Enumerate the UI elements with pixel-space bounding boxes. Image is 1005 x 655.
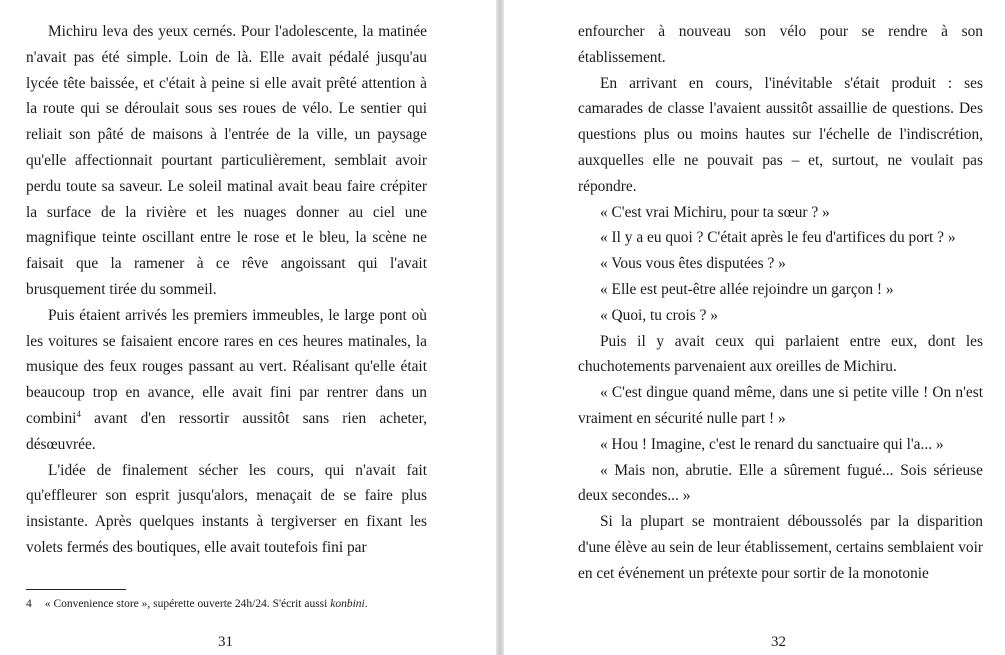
right-page-body [578, 19, 983, 587]
footnote-reference[interactable]: 4 [76, 408, 81, 419]
dialogue-line-2: « Il y a eu quoi ? C'était après le feu d'artifices du port ? » [600, 229, 956, 247]
footnote-number: 4 [26, 598, 32, 610]
left-paragraph-3: L'idée de finalement sécher les cours, qui n'avait fait qu'effleurer son esprit jusqu'alors, menaçait de se faire plus insistante. Après quelques instants à tergiverser en fixant les volets fermés des boutiques, elle avait toutefois fini par [26, 461, 427, 556]
left-paragraph-2 [26, 303, 427, 458]
left-paragraph-1: Michiru leva des yeux cernés. Pour l'adolescente, la matinée n'avait pas été simple. Loin de là. Elle avait pédalé jusqu'au lycée tête baissée, et c'était à peine si elle avait prêté attention à la route qui se déroulait sous ses roues de vélo. Le sentier qui reliait son pâté de maisons à l'entrée de la ville, un paysage qu'elle affectionnait pourtant particulièrement, semblait avoir perdu toute sa saveur. Le soleil matinal avait beau faire crépiter la surface de la rivière et les nuages donner au ciel une magnifique teinte oscillant entre le rose et le bleu, la scène ne faisait que la ramener à ce rêve angoissant qui l'avait brusquement tirée du sommeil. [26, 23, 427, 298]
right-paragraph-1: enfourcher à nouveau son vélo pour se rendre à son établissement. [578, 23, 983, 66]
page-number-left: 31 [218, 634, 233, 650]
left-page-body [26, 19, 427, 561]
dialogue-line-6: « C'est dingue quand même, dans une si petite ville ! On n'est vraiment en sécurité nulle part ! » [578, 384, 983, 427]
right-paragraph-4: Si la plupart se montraient déboussolés par la disparition d'une élève au sein de leur établissement, certains semblaient voir en cet événement un prétexte pour sortir de la monotonie [578, 513, 983, 582]
right-paragraph-2: En arrivant en cours, l'inévitable s'était produit : ses camarades de classe l'avaient aussitôt assaillie de questions. Des questions plus ou moins hautes sur l'échelle de l'indiscrétion, auxquelles elle ne pouvait pas – et, surtout, ne voulait pas répondre. [578, 74, 983, 195]
footnote [26, 597, 456, 612]
footnote-italic-term: konbini [330, 598, 365, 610]
book-gutter [496, 0, 504, 655]
dialogue-line-4: « Elle est peut-être allée rejoindre un garçon ! » [600, 280, 894, 298]
left-page [0, 0, 496, 655]
dialogue-line-1: « C'est vrai Michiru, pour ta sœur ? » [600, 203, 830, 221]
footnote-end: . [364, 598, 368, 610]
footnote-text: « Convenience store », supérette ouverte 24h/24. S'écrit aussi [44, 598, 331, 610]
dialogue-line-7: « Hou ! Imagine, c'est le renard du sanctuaire qui l'a... » [600, 435, 944, 453]
dialogue-line-3: « Vous vous êtes disputées ? » [600, 255, 786, 273]
left-paragraph-2-text-b: avant d'en ressortir aussitôt sans rien acheter, désœuvrée. [26, 409, 427, 453]
left-paragraph-2-text-a: Puis étaient arrivés les premiers immeubles, le large pont où les voitures se faisaient encore rares en ces heures matinales, la musique des feux rouges passant au vert. Réalisant qu'elle était beaucoup trop en avance, elle avait fini par rentrer dans un combini [26, 306, 427, 427]
right-page [504, 0, 1005, 655]
page-number-right: 32 [771, 634, 786, 650]
dialogue-line-8: « Mais non, abrutie. Elle a sûrement fugué... Sois sérieuse deux secondes... » [578, 461, 983, 505]
dialogue-line-5: « Quoi, tu crois ? » [600, 306, 718, 324]
right-paragraph-3: Puis il y avait ceux qui parlaient entre eux, dont les chuchotements parvenaient aux oreilles de Michiru. [578, 332, 983, 376]
footnote-separator [26, 589, 126, 590]
